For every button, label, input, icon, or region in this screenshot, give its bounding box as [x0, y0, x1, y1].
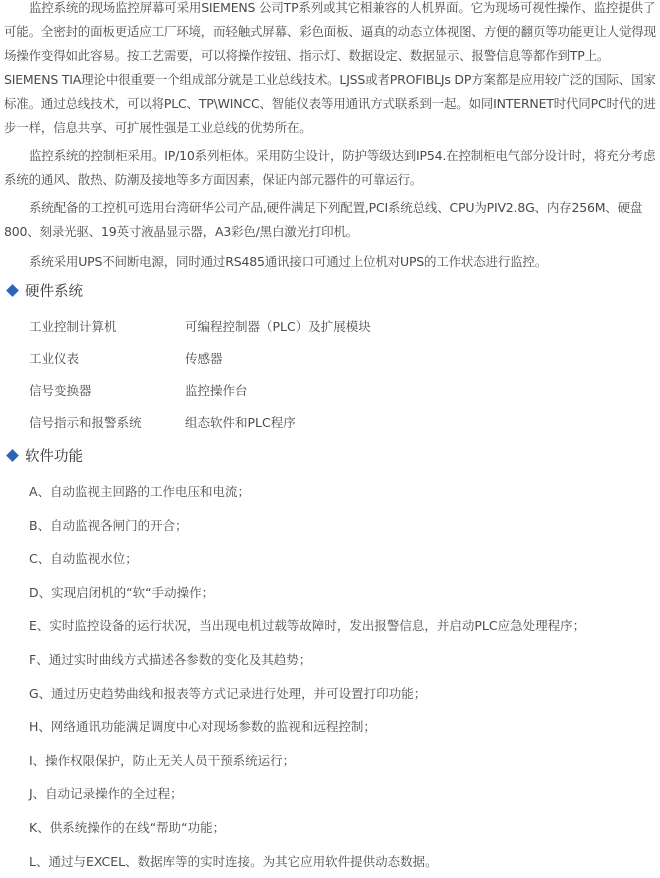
intro-paragraph-3: 系统配备的工控机可选用台湾研华公司产品,硬件满足下列配置,PCI系统总线、CPU为PIV2.8G、内存256M、硬盘800、刻录光驱、19英寸液晶显示器，A3彩色/黑白激光打印机。: [4, 200, 643, 239]
hardware-item: 传感器: [185, 351, 223, 366]
list-item: C、自动监视水位；: [29, 551, 138, 567]
diamond-icon: [6, 449, 19, 462]
hardware-item: 信号指示和报警系统: [29, 415, 142, 430]
intro-paragraph-4: 系统采用UPS不间断电源，同时通过RS485通讯接口可通过上位机对UPS的工作状态进行监控。: [29, 254, 548, 269]
hardware-heading: [4, 278, 656, 302]
diamond-icon: [6, 284, 19, 297]
list-item: H、网络通讯功能满足调度中心对现场参数的监视和远程控制；: [29, 719, 376, 735]
hardware-item: 工业控制计算机: [29, 319, 117, 334]
software-heading: [4, 443, 656, 467]
hardware-item: 可编程控制器（PLC）及扩展模块: [185, 319, 371, 334]
list-item: F、通过实时曲线方式描述各参数的变化及其趋势；: [29, 651, 312, 667]
list-item: B、自动监视各闸门的开合；: [29, 517, 188, 533]
hardware-row: [29, 342, 656, 374]
list-item: I、操作权限保护，防止无关人员干预系统运行；: [29, 752, 296, 768]
hardware-row: [29, 310, 656, 342]
list-item: J、自动记录操作的全过程；: [29, 786, 183, 802]
list-item: L、通过与EXCEL、数据库等的实时连接。为其它应用软件提供动态数据。: [29, 853, 438, 869]
intro-section: [4, 0, 656, 274]
list-item: G、通过历史趋势曲线和报表等方式记录进行处理，并可设置打印功能；: [29, 685, 427, 701]
hardware-item: 监控操作台: [185, 383, 248, 398]
hardware-row: [29, 374, 656, 406]
hardware-item: 组态软件和PLC程序: [185, 415, 296, 430]
software-heading-label: 软件功能: [25, 448, 83, 465]
list-item: K、供系统操作的在线“帮助“功能；: [29, 819, 226, 835]
software-list: [4, 475, 656, 878]
list-item: A、自动监视主回路的工作电压和电流；: [29, 484, 251, 499]
hardware-heading-label: 硬件系统: [25, 283, 83, 300]
hardware-row: [29, 406, 656, 438]
hardware-item: 工业仪表: [29, 351, 80, 366]
intro-paragraph-2: 监控系统的控制柜采用。IP/10系列柜体。采用防尘设计，防护等级达到IP54.在控制柜电气部分设计时，将充分考虑系统的通风、散热、防潮及接地等多方面因素，保证内部元器件的可靠运行。: [4, 148, 656, 187]
hardware-list: [4, 310, 656, 438]
intro-paragraph-1: 监控系统的现场监控屏幕可采用SIEMENS 公司TP系列或其它相兼容的人机界面。它为现场可视性操作、监控提供了可能。全密封的面板更适应工厂环境，而轻触式屏幕、彩色面板、逼真的动态立体视图、方便的翻页等功能更让人觉得现场操作变得如此容易。按工艺需要，可以将操作按钮、指示灯、数据设定、数据显示、报警信息等都作到TP上。SIEMENS TIA理论中很重要一个组成部分就是工业总线技术。LJSS或者PROFIBLJs DP方案都是应用较广泛的国际、国家标准。通过总线技术，可以将PLC、TP\WINCC、智能仪表等用通讯方式联系到一起。如同INTERNET时代同PC时代的进步一样，信息共享、可扩展性强是工业总线的优势所在。: [4, 0, 656, 135]
list-item: D、实现启闭机的“软“手动操作；: [29, 584, 215, 600]
list-item: E、实时监控设备的运行状况，当出现电机过载等故障时，发出报警信息，并启动PLC应急处理程序；: [29, 618, 586, 634]
hardware-item: 信号变换器: [29, 383, 92, 398]
